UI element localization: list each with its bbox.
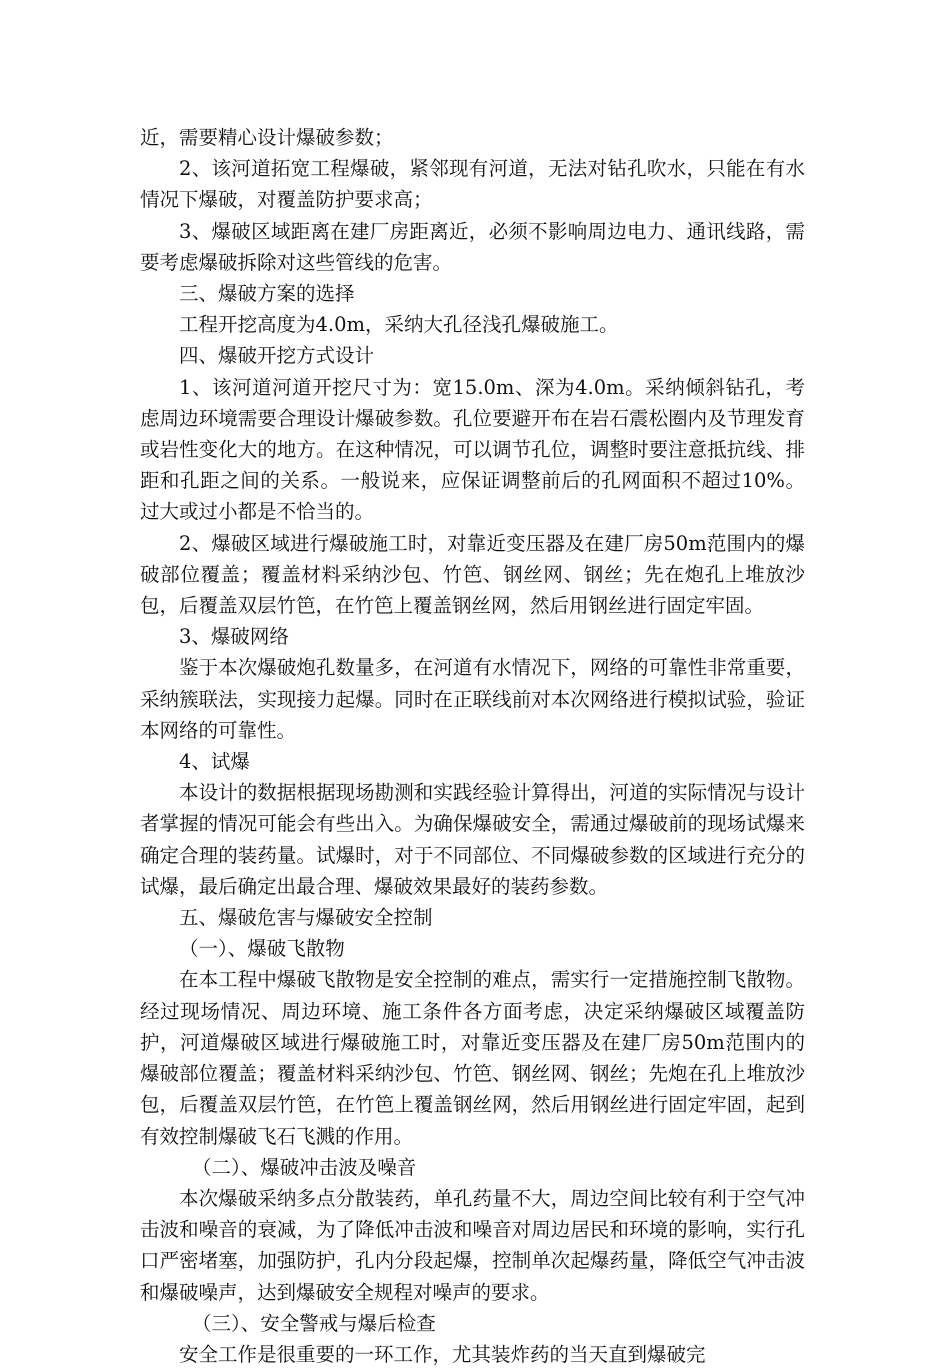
- section-heading: 五、爆破危害与爆破安全控制: [179, 906, 433, 930]
- paragraph: 工程开挖高度为4.0m，采纳大孔径浅孔爆破施工。: [179, 313, 619, 337]
- paragraph: 2、爆破区域进行爆破施工时，对靠近变压器及在建厂房50m范围内的爆破部位覆盖；覆盖材料采纳沙包、竹笆、钢丝网、钢丝；先在炮孔上堆放沙包，后覆盖双层竹笆，在竹笆上覆盖钢丝网，然后用钢丝进行固定牢固。: [140, 531, 805, 618]
- paragraph: 本次爆破采纳多点分散装药，单孔药量不大，周边空间比较有利于空气冲击波和噪音的衰减，为了降低冲击波和噪音对周边居民和环境的影响，实行孔口严密堵塞，加强防护，孔内分段起爆，控制单次起爆药量，降低空气冲击波和爆破噪声，达到爆破安全规程对噪声的要求。: [140, 1186, 805, 1304]
- paragraph: 鉴于本次爆破炮孔数量多，在河道有水情况下，网络的可靠性非常重要，采纳簇联法，实现接力起爆。同时在正联线前对本次网络进行模拟试验，验证本网络的可靠性。: [140, 656, 805, 742]
- subsection-heading: （三）、安全警戒与爆后检查: [192, 1311, 436, 1335]
- section-heading: 四、爆破开挖方式设计: [179, 344, 375, 368]
- document-page: [140, 122, 805, 1370]
- paragraph: 1、该河道河道开挖尺寸为：宽15.0m、深为4.0m。采纳倾斜钻孔，考虑周边环境需要合理设计爆破参数。孔位要避开布在岩石震松圈内及节理发育或岩性变化大的地方。在这种情况，可以调节孔位，调整时要注意抵抗线、排距和孔距之间的关系。一般说来，应保证调整前后的孔网面积不超过10%。过大或过小都是不恰当的。: [140, 375, 805, 524]
- paragraph: 在本工程中爆破飞散物是安全控制的难点，需实行一定措施控制飞散物。经过现场情况、周边环境、施工条件各方面考虑，决定采纳爆破区域覆盖防护，河道爆破区域进行爆破施工时，对靠近变压器及在建厂房50m范围内的爆破部位覆盖；覆盖材料采纳沙包、竹笆、钢丝网、钢丝；先炮在孔上堆放沙包，后覆盖双层竹笆，在竹笆上覆盖钢丝网，然后用钢丝进行固定牢固，起到有效控制爆破飞石飞溅的作用。: [140, 968, 805, 1148]
- paragraph: 本设计的数据根据现场勘测和实践经验计算得出，河道的实际情况与设计者掌握的情况可能会有些出入。为确保爆破安全，需通过爆破前的现场试爆来确定合理的装药量。试爆时，对于不同部位、不同爆破参数的区域进行充分的试爆，最后确定出最合理、爆破效果最好的装药参数。: [140, 781, 805, 898]
- paragraph: 近，需要精心设计爆破参数；: [140, 126, 394, 149]
- paragraph: 3、爆破区域距离在建厂房距离近，必须不影响周边电力、通讯线路，需要考虑爆破拆除对这些管线的危害。: [140, 219, 805, 274]
- section-heading: 三、爆破方案的选择: [179, 282, 355, 306]
- paragraph: 2、该河道拓宽工程爆破，紧邻现有河道，无法对钻孔吹水，只能在有水情况下爆破，对覆盖防护要求高；: [140, 157, 805, 212]
- subsection-heading: 4、试爆: [179, 750, 250, 774]
- subsection-heading: （一）、爆破飞散物: [179, 937, 345, 961]
- subsection-heading: 3、爆破网络: [179, 625, 289, 649]
- paragraph: 安全工作是很重要的一环工作，尤其装炸药的当天直到爆破完: [179, 1342, 706, 1366]
- subsection-heading: （二）、爆破冲击波及噪音: [192, 1155, 417, 1179]
